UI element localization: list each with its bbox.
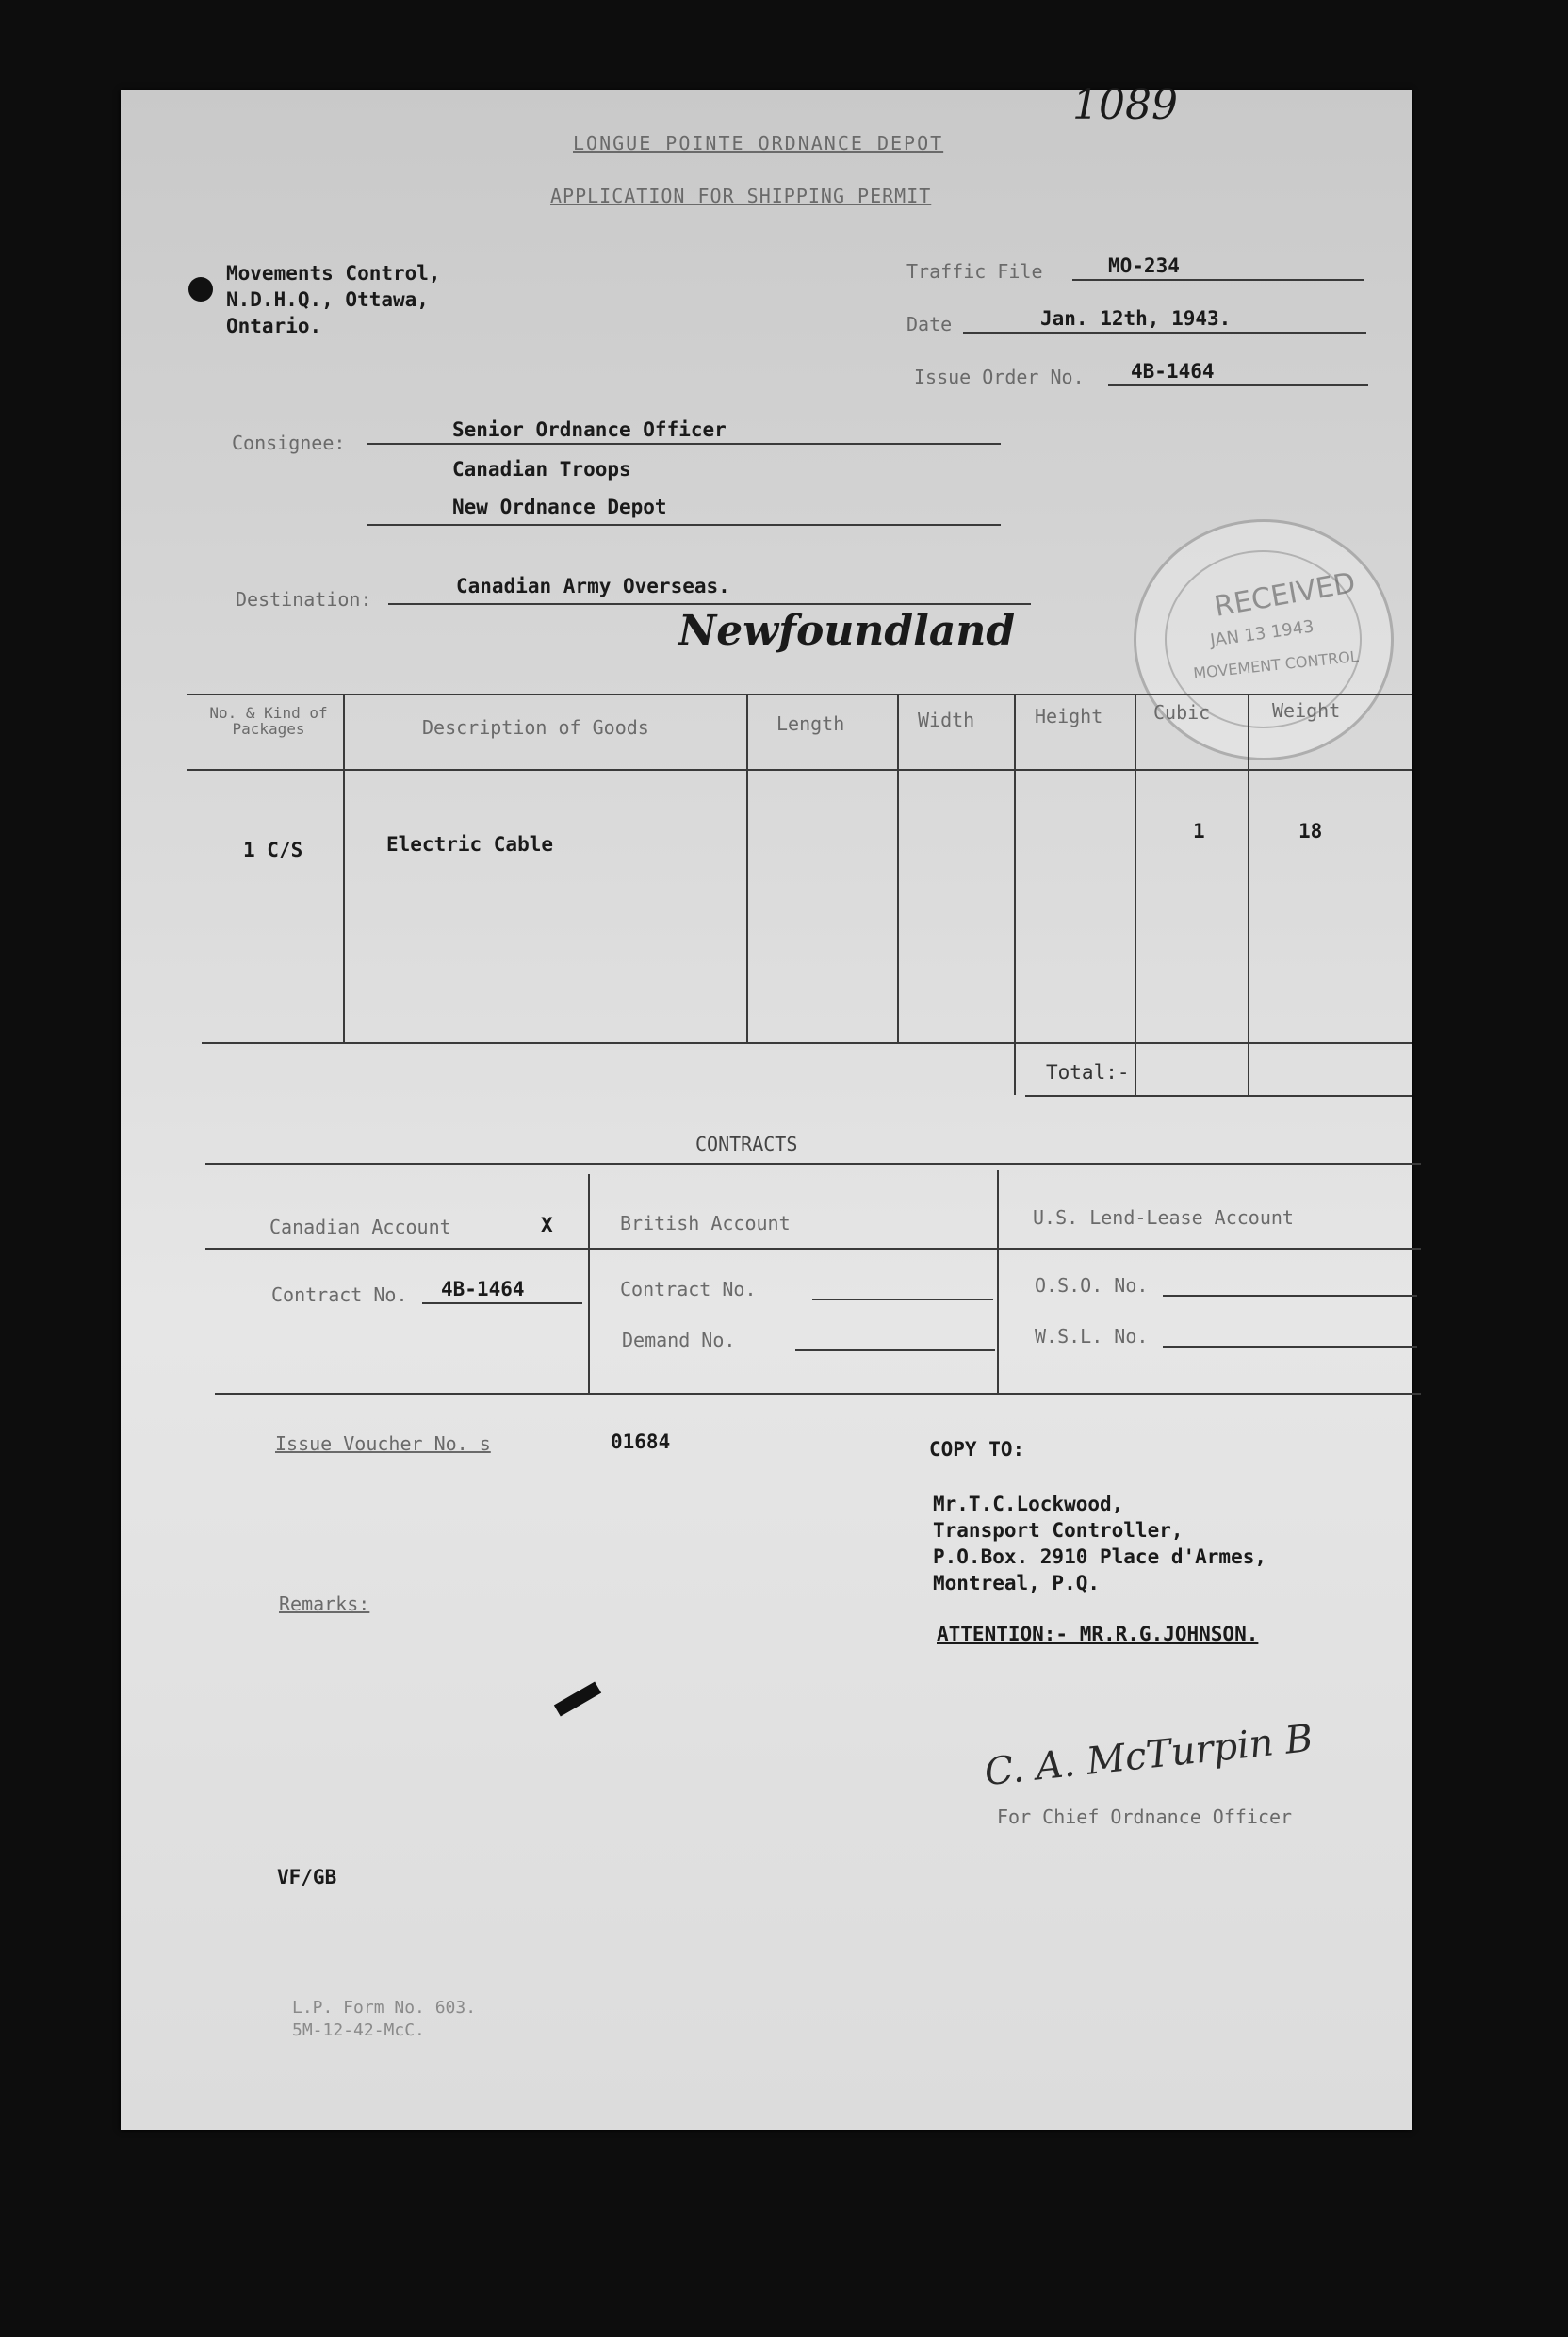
contracts-title: CONTRACTS — [695, 1133, 798, 1155]
addressee-line-3: Ontario. — [226, 315, 322, 337]
goods-table-top-border — [187, 694, 1412, 695]
header-width: Width — [918, 709, 975, 731]
row-packages: 1 C/S — [243, 839, 303, 861]
copy-to-line-3: P.O.Box. 2910 Place d'Armes, — [933, 1545, 1267, 1568]
contracts-divider-2 — [997, 1170, 999, 1393]
contracts-mid-border — [205, 1248, 1421, 1250]
form-number: L.P. Form No. 603. — [292, 1998, 477, 2018]
col-divider-1 — [343, 694, 345, 1042]
consignee-line-1: Senior Ordnance Officer — [452, 418, 727, 441]
british-demand-label: Demand No. — [622, 1329, 736, 1351]
copy-to-line-1: Mr.T.C.Lockwood, — [933, 1493, 1124, 1515]
received-stamp — [1134, 519, 1394, 760]
canadian-contract-underline — [422, 1302, 582, 1304]
form-print-code: 5M-12-42-McC. — [292, 2020, 425, 2040]
consignee-line-3: New Ordnance Depot — [452, 496, 667, 518]
issue-order-underline — [1108, 384, 1368, 386]
copy-to-label: COPY TO: — [929, 1438, 1025, 1461]
stamp-date: JAN 13 1943 — [1209, 616, 1315, 651]
canadian-account-mark: X — [541, 1214, 553, 1236]
header-description: Description of Goods — [422, 716, 649, 739]
signature-caption: For Chief Ordnance Officer — [997, 1806, 1293, 1828]
destination-underline — [388, 603, 1031, 605]
col-divider-4 — [1014, 694, 1016, 1095]
consignee-label: Consignee: — [232, 432, 346, 454]
traffic-file-value: MO-234 — [1108, 254, 1180, 277]
traffic-file-underline — [1072, 279, 1364, 281]
british-contract-label: Contract No. — [620, 1278, 757, 1300]
goods-table-header-border — [187, 769, 1412, 771]
british-contract-underline — [812, 1299, 993, 1300]
canadian-contract-value: 4B-1464 — [441, 1278, 525, 1300]
stamp-received: RECEIVED — [1212, 566, 1359, 624]
form-title: APPLICATION FOR SHIPPING PERMIT — [550, 185, 932, 207]
destination-label: Destination: — [236, 588, 372, 611]
consignee-underline-1 — [368, 443, 1001, 445]
contracts-divider-1 — [588, 1174, 590, 1393]
header-height: Height — [1035, 705, 1103, 727]
signature-handwritten: C. A. McTurpin B — [982, 1716, 1315, 1795]
date-label: Date — [906, 313, 953, 335]
contracts-top-border — [205, 1163, 1421, 1165]
row-description: Electric Cable — [386, 833, 554, 856]
us-account-label: U.S. Lend-Lease Account — [1033, 1206, 1294, 1229]
document-page — [121, 81, 1412, 2130]
destination-handwritten: Newfoundland — [678, 607, 1016, 655]
header-cubic: Cubic — [1153, 701, 1211, 724]
british-account-label: British Account — [620, 1212, 791, 1234]
british-demand-underline — [795, 1349, 995, 1351]
remarks-label: Remarks: — [279, 1593, 370, 1615]
goods-table-total-border — [1025, 1095, 1412, 1097]
attention-line: ATTENTION:- MR.R.G.JOHNSON. — [937, 1623, 1259, 1645]
typist-initials: VF/GB — [277, 1866, 337, 1888]
punch-hole-mark — [188, 277, 213, 302]
destination-value: Canadian Army Overseas. — [456, 575, 730, 597]
canadian-contract-label: Contract No. — [271, 1283, 408, 1306]
goods-table-body-border — [202, 1042, 1412, 1044]
ink-mark — [554, 1681, 601, 1716]
copy-to-line-2: Transport Controller, — [933, 1519, 1184, 1542]
copy-to-line-4: Montreal, P.Q. — [933, 1572, 1101, 1594]
contracts-bottom-border — [215, 1393, 1421, 1395]
col-divider-3 — [897, 694, 899, 1042]
us-oso-underline — [1163, 1295, 1417, 1297]
header-packages: No. & Kind of Packages — [209, 704, 328, 738]
date-underline — [963, 332, 1366, 334]
issue-order-value: 4B-1464 — [1131, 360, 1215, 383]
row-weight: 18 — [1298, 820, 1323, 842]
us-wsl-underline — [1163, 1346, 1417, 1348]
us-wsl-label: W.S.L. No. — [1035, 1325, 1149, 1348]
header-weight: Weight — [1272, 699, 1341, 722]
row-cubic: 1 — [1193, 820, 1205, 842]
issue-voucher-label: Issue Voucher No. s — [275, 1432, 491, 1455]
col-divider-2 — [746, 694, 748, 1042]
us-oso-label: O.S.O. No. — [1035, 1274, 1149, 1297]
consignee-underline-2 — [368, 524, 1001, 526]
stamp-department: MOVEMENT CONTROL — [1192, 646, 1360, 683]
col-divider-6 — [1248, 694, 1250, 1095]
document-number: 1089 — [1072, 81, 1178, 129]
issue-voucher-value: 01684 — [611, 1430, 671, 1453]
total-label: Total:- — [1046, 1061, 1130, 1084]
traffic-file-label: Traffic File — [906, 260, 1043, 283]
col-divider-5 — [1135, 694, 1136, 1095]
depot-name: LONGUE POINTE ORDNANCE DEPOT — [573, 132, 944, 155]
issue-order-label: Issue Order No. — [914, 366, 1085, 388]
consignee-line-2: Canadian Troops — [452, 458, 631, 481]
addressee-line-2: N.D.H.Q., Ottawa, — [226, 288, 429, 311]
canadian-account-label: Canadian Account — [270, 1216, 451, 1238]
addressee-line-1: Movements Control, — [226, 262, 441, 285]
date-value: Jan. 12th, 1943. — [1040, 307, 1232, 330]
header-length: Length — [776, 712, 845, 735]
